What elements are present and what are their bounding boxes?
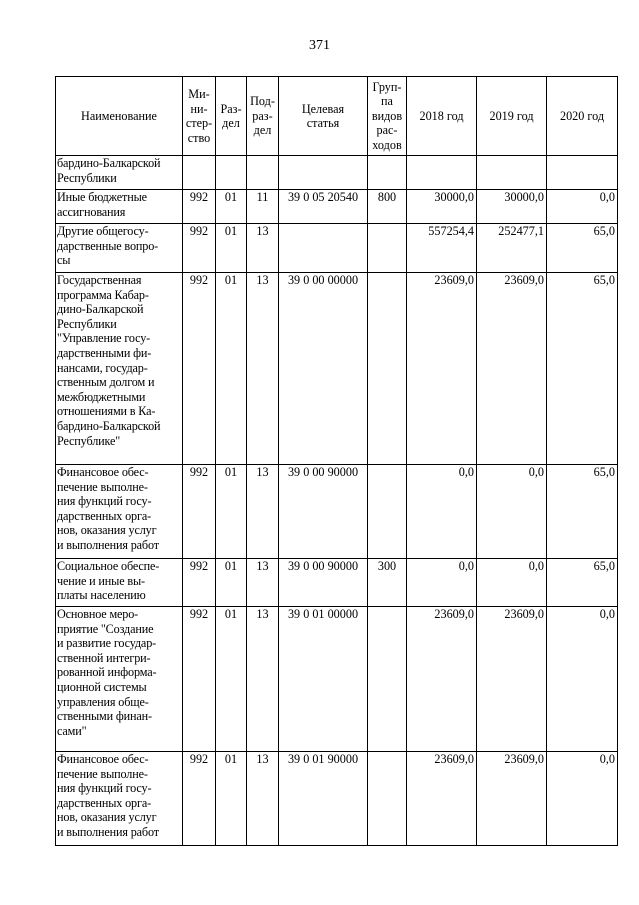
header-target: Целевая статья: [279, 77, 368, 156]
row-expense-group: [368, 465, 407, 559]
row-2019: [477, 156, 547, 190]
header-2019: 2019 год: [477, 77, 547, 156]
row-2020: 0,0: [547, 752, 618, 846]
budget-table: [55, 76, 618, 846]
row-section: 01: [216, 190, 247, 224]
table-row: [56, 224, 618, 273]
row-subsection: [247, 156, 279, 190]
header-name: Наименование: [56, 77, 183, 156]
row-2020: [547, 156, 618, 190]
row-2020: 65,0: [547, 559, 618, 607]
row-2020: 0,0: [547, 190, 618, 224]
row-2019: 0,0: [477, 559, 547, 607]
row-2018: 0,0: [407, 465, 477, 559]
row-2020: 0,0: [547, 607, 618, 752]
row-target: 39 0 01 90000: [279, 752, 368, 846]
table-row: [56, 190, 618, 224]
row-target: 39 0 05 20540: [279, 190, 368, 224]
row-section: 01: [216, 273, 247, 465]
table-header-row: [56, 77, 618, 156]
row-name: Основное меро- приятие "Создание и развитие государ- ственной интегри- рованной информа- ционной системы управления обще- ственными финан- сами": [56, 607, 183, 752]
row-expense-group: [368, 752, 407, 846]
header-2020: 2020 год: [547, 77, 618, 156]
row-expense-group: [368, 607, 407, 752]
row-subsection: 13: [247, 559, 279, 607]
row-2018: 30000,0: [407, 190, 477, 224]
table-row: [56, 607, 618, 752]
row-2019: 23609,0: [477, 752, 547, 846]
row-2019: 252477,1: [477, 224, 547, 273]
row-subsection: 11: [247, 190, 279, 224]
row-section: [216, 156, 247, 190]
row-ministry: 992: [183, 752, 216, 846]
row-name: Другие общегосу- дарственные вопро- сы: [56, 224, 183, 273]
table-row: [56, 273, 618, 465]
row-name: Иные бюджетные ассигнования: [56, 190, 183, 224]
row-ministry: 992: [183, 273, 216, 465]
row-ministry: 992: [183, 559, 216, 607]
row-ministry: 992: [183, 224, 216, 273]
row-2018: 23609,0: [407, 273, 477, 465]
row-target: 39 0 00 90000: [279, 559, 368, 607]
table-row: [56, 465, 618, 559]
row-2018: [407, 156, 477, 190]
row-subsection: 13: [247, 224, 279, 273]
row-section: 01: [216, 752, 247, 846]
row-target: [279, 224, 368, 273]
row-ministry: [183, 156, 216, 190]
row-target: [279, 156, 368, 190]
row-section: 01: [216, 559, 247, 607]
table-row: [56, 559, 618, 607]
header-expense-group: Груп- па видов рас- ходов: [368, 77, 407, 156]
header-subsection: Под- раз- дел: [247, 77, 279, 156]
row-2019: 0,0: [477, 465, 547, 559]
row-2019: 23609,0: [477, 607, 547, 752]
row-section: 01: [216, 465, 247, 559]
table-row: [56, 752, 618, 846]
row-name: Государственная программа Кабар- дино-Балкарской Республики "Управление госу- дарственными фи- нансами, государ- ственным долгом и межбюджетными отношениями в Ка- бардино-Балкарской Республике": [56, 273, 183, 465]
row-2020: 65,0: [547, 224, 618, 273]
row-ministry: 992: [183, 465, 216, 559]
header-2018: 2018 год: [407, 77, 477, 156]
row-section: 01: [216, 224, 247, 273]
row-target: 39 0 01 00000: [279, 607, 368, 752]
table-row: [56, 156, 618, 190]
row-section: 01: [216, 607, 247, 752]
row-name: Финансовое обес- печение выполне- ния функций госу- дарственных орга- нов, оказания услуг и выполнения работ: [56, 465, 183, 559]
row-name: бардино-Балкарской Республики: [56, 156, 183, 190]
row-2020: 65,0: [547, 273, 618, 465]
row-target: 39 0 00 00000: [279, 273, 368, 465]
header-section: Раз- дел: [216, 77, 247, 156]
row-expense-group: [368, 273, 407, 465]
row-2018: 23609,0: [407, 607, 477, 752]
row-name: Финансовое обес- печение выполне- ния функций госу- дарственных орга- нов, оказания услуг и выполнения работ: [56, 752, 183, 846]
row-subsection: 13: [247, 752, 279, 846]
row-subsection: 13: [247, 607, 279, 752]
row-2018: 0,0: [407, 559, 477, 607]
row-expense-group: 300: [368, 559, 407, 607]
page-number: 371: [309, 38, 330, 53]
row-ministry: 992: [183, 190, 216, 224]
row-2019: 30000,0: [477, 190, 547, 224]
row-target: 39 0 00 90000: [279, 465, 368, 559]
row-2020: 65,0: [547, 465, 618, 559]
row-expense-group: 800: [368, 190, 407, 224]
row-2019: 23609,0: [477, 273, 547, 465]
header-ministry: Ми- ни- стер- ство: [183, 77, 216, 156]
row-subsection: 13: [247, 273, 279, 465]
row-ministry: 992: [183, 607, 216, 752]
row-2018: 557254,4: [407, 224, 477, 273]
row-name: Социальное обеспе- чение и иные вы- платы населению: [56, 559, 183, 607]
row-2018: 23609,0: [407, 752, 477, 846]
row-expense-group: [368, 224, 407, 273]
row-subsection: 13: [247, 465, 279, 559]
row-expense-group: [368, 156, 407, 190]
